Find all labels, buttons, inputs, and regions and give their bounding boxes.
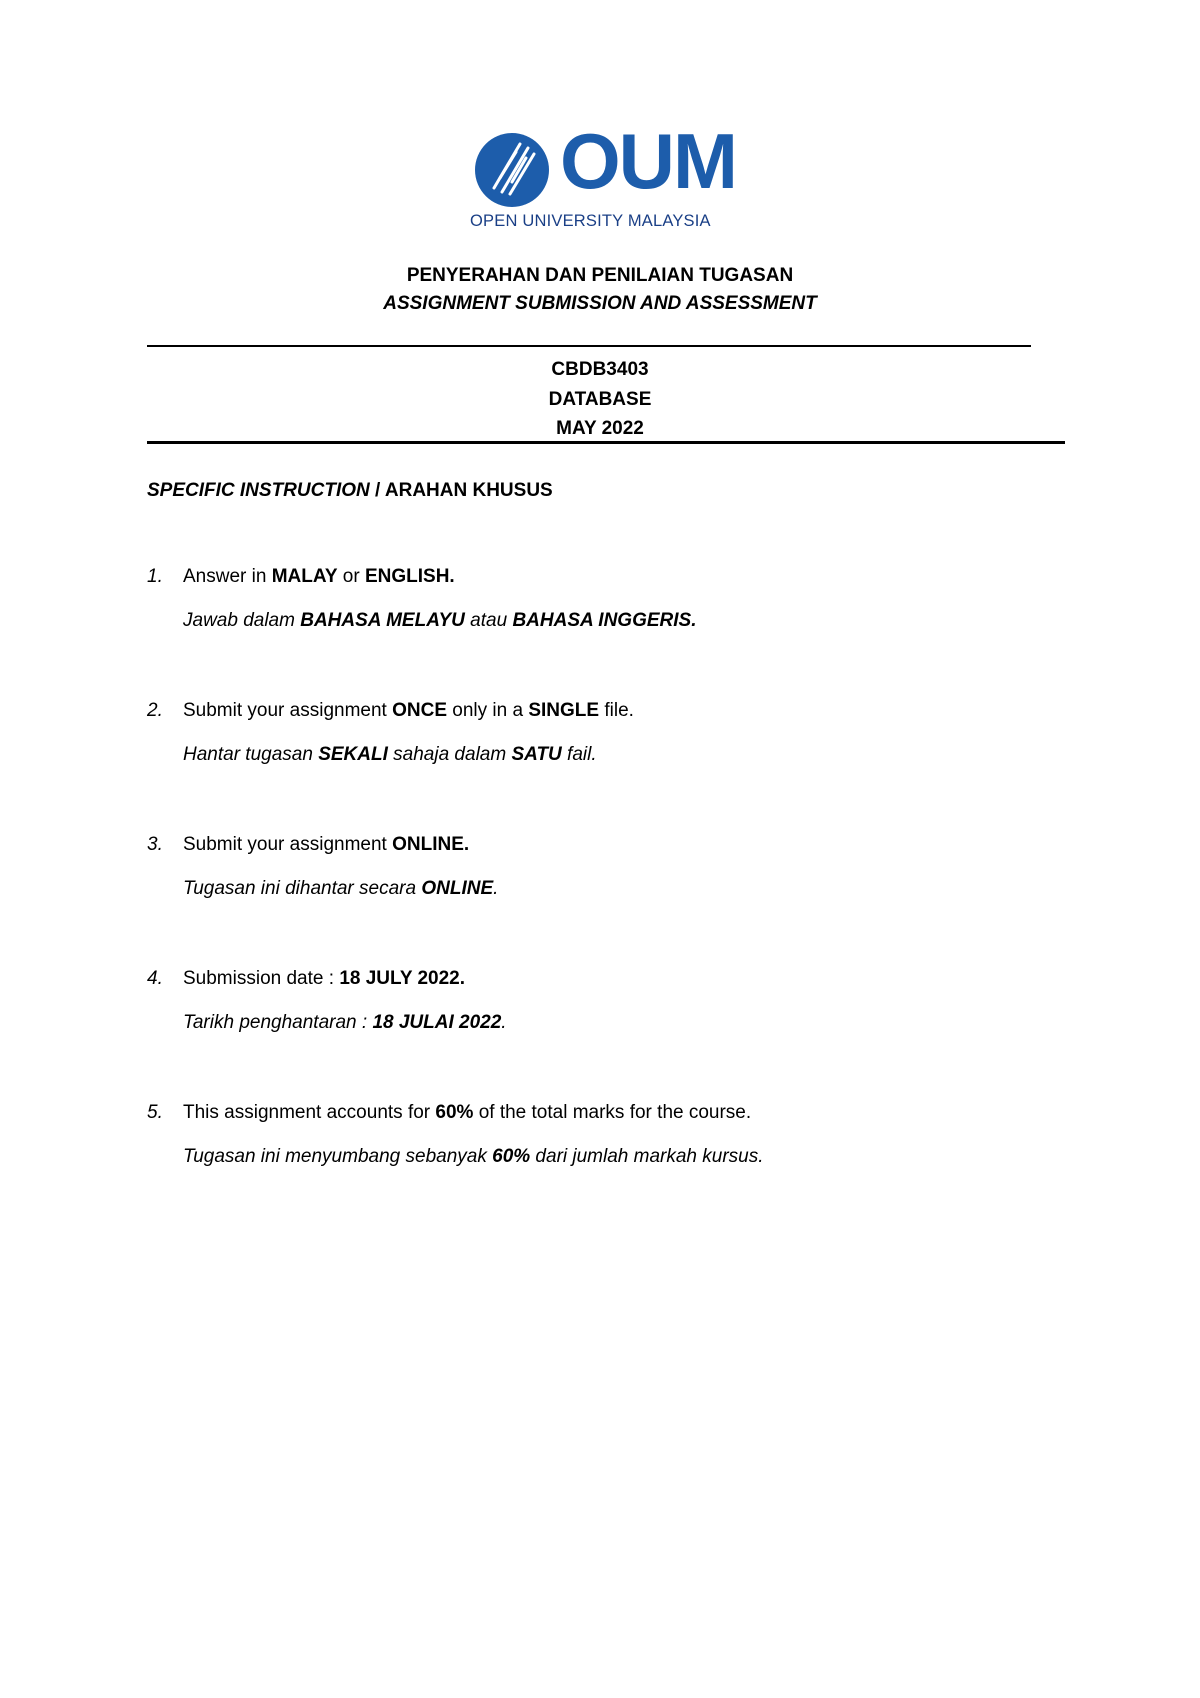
plain-text: Tarikh penghantaran : — [183, 1012, 373, 1033]
instruction-english — [183, 1099, 751, 1127]
emphasis-text: BAHASA MELAYU — [300, 610, 465, 631]
plain-text: Submit your assignment — [183, 834, 393, 855]
instruction-number: 1. — [147, 566, 163, 587]
emphasis-text: 60% — [435, 1102, 474, 1123]
emphasis-text: ONLINE — [421, 878, 494, 899]
emphasis-text: SEKALI — [318, 744, 388, 765]
plain-text: only in a — [447, 700, 529, 721]
instruction-english — [183, 965, 465, 993]
instruction-malay — [183, 1143, 764, 1171]
emphasis-text: BAHASA INGGERIS. — [512, 610, 697, 631]
instruction-number: 3. — [147, 834, 163, 855]
plain-text: . — [493, 878, 499, 899]
emphasis-text: 18 JULY 2022. — [339, 968, 466, 989]
instruction-malay — [183, 607, 697, 635]
title-english: ASSIGNMENT SUBMISSION AND ASSESSMENT — [383, 293, 817, 314]
instruction-malay — [183, 1009, 507, 1037]
plain-text: . — [501, 1012, 507, 1033]
instruction-number: 4. — [147, 968, 163, 989]
title-malay: PENYERAHAN DAN PENILAIAN TUGASAN — [406, 265, 794, 286]
instructions-heading-separator: / — [369, 480, 385, 501]
instruction-number: 2. — [147, 700, 163, 721]
instructions-heading — [147, 477, 553, 505]
instruction-english — [183, 563, 455, 591]
instructions-heading-english: SPECIFIC INSTRUCTION — [147, 480, 370, 501]
plain-text: of the total marks for the course. — [473, 1102, 752, 1123]
emphasis-text: ENGLISH. — [364, 566, 455, 587]
course-name: DATABASE — [548, 388, 652, 410]
emphasis-text: MALAY — [271, 566, 338, 587]
emphasis-text: SATU — [511, 744, 562, 765]
instruction-malay — [183, 875, 498, 903]
plain-text: file. — [599, 700, 634, 721]
instruction-number: 5. — [147, 1102, 163, 1123]
logo-tagline: OPEN UNIVERSITY MALAYSIA — [470, 212, 711, 230]
instruction-english — [183, 697, 634, 725]
plain-text: Submission date : — [183, 968, 340, 989]
bottom-divider — [147, 441, 1065, 444]
instruction-malay — [183, 741, 597, 769]
plain-text: fail. — [561, 744, 597, 765]
emphasis-text: SINGLE — [528, 700, 600, 721]
plain-text: This assignment accounts for — [183, 1102, 436, 1123]
plain-text: atau — [464, 610, 513, 631]
plain-text: sahaja dalam — [387, 744, 512, 765]
plain-text: Tugasan ini dihantar secara — [183, 878, 422, 899]
plain-text: Jawab dalam — [183, 610, 301, 631]
logo-wordmark: OUM — [560, 117, 736, 205]
emphasis-text: 60% — [492, 1146, 531, 1167]
course-info — [0, 355, 1200, 444]
instruction-english — [183, 831, 469, 859]
instructions-heading-malay: ARAHAN KHUSUS — [384, 480, 553, 501]
top-divider — [147, 345, 1031, 347]
emphasis-text: 18 JULAI 2022 — [372, 1012, 502, 1033]
plain-text: or — [337, 566, 365, 587]
plain-text: Hantar tugasan — [183, 744, 319, 765]
plain-text: Submit your assignment — [183, 700, 393, 721]
emphasis-text: ONLINE. — [392, 834, 470, 855]
plain-text: dari jumlah markah kursus. — [530, 1146, 764, 1167]
oum-globe-icon — [472, 130, 552, 210]
oum-logo — [470, 117, 740, 236]
emphasis-text: ONCE — [392, 700, 447, 721]
course-semester: MAY 2022 — [556, 418, 644, 439]
plain-text: Tugasan ini menyumbang sebanyak — [183, 1146, 493, 1167]
course-code: CBDB3403 — [551, 359, 649, 380]
document-title — [0, 262, 1200, 318]
plain-text: Answer in — [183, 566, 272, 587]
